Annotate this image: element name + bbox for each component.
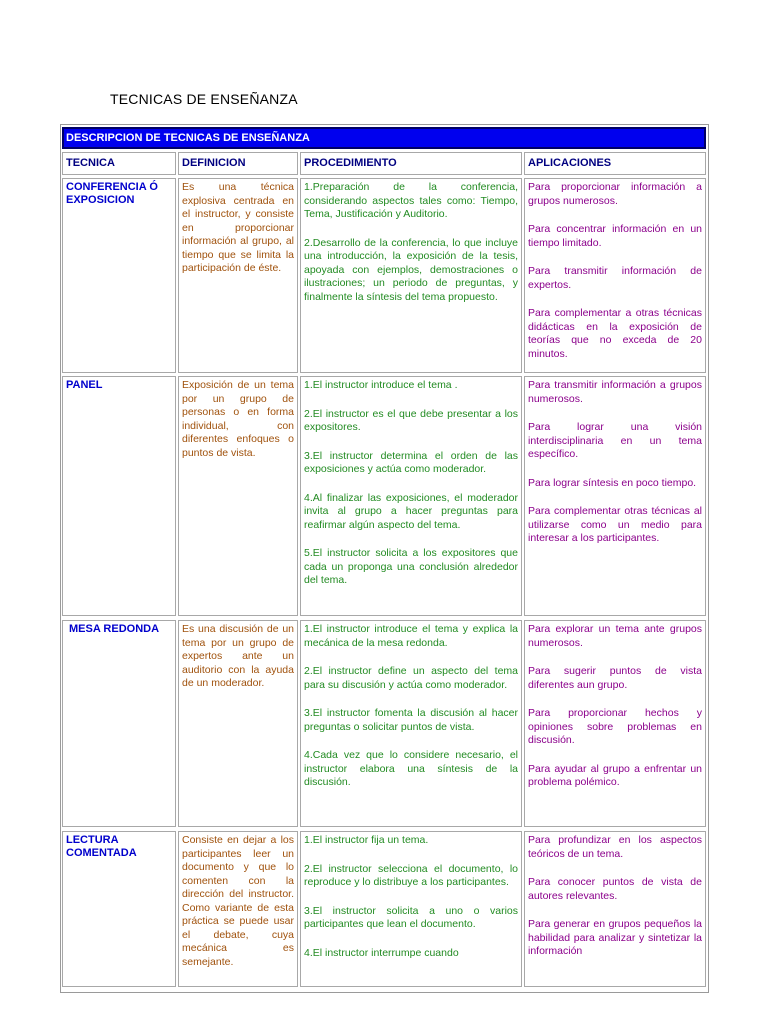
page-title: TECNICAS DE ENSEÑANZA [110,91,298,107]
application-item: Para concentrar información en un tiempo limitado. [528,223,702,249]
header-definicion: DEFINICION [178,152,298,175]
header-procedimiento: PROCEDIMIENTO [300,152,522,175]
row-3-aplicaciones [524,620,706,827]
application-item: Para generar en grupos pequeños la habilidad para analizar y sintetizar la información [528,918,702,957]
application-item: Para transmitir información de expertos. [528,265,702,291]
header-aplicaciones: APLICACIONES [524,152,706,175]
procedure-step: 2.El instructor es el que debe presentar a los expositores. [304,407,518,433]
application-item: Para proporcionar información a grupos numerosos. [528,181,702,207]
row-4-definicion: Consiste en dejar a los participantes leer un documento y que lo comenten con la dirección del instructor. Como variante de esta práctica se puede usar el debate, cuya mecánica es semejante. [178,831,298,987]
row-4-tecnica: LECTURA COMENTADA [62,831,176,987]
application-item: Para transmitir información a grupos numerosos. [528,379,702,405]
header-tecnica: TECNICA [62,152,176,175]
row-2-procedimiento [300,376,522,616]
procedure-step: 2.El instructor selecciona el documento, lo reproduce y lo distribuye a los participantes. [304,862,518,888]
application-item: Para profundizar en los aspectos teóricos de un tema. [528,834,702,860]
row-3-tecnica: MESA REDONDA [62,620,176,827]
procedure-step: 1.El instructor fija un tema. [304,834,429,846]
application-item: Para proporcionar hechos y opiniones sobre problemas en discusión. [528,707,702,746]
row-3-procedimiento [300,620,522,827]
application-item: Para explorar un tema ante grupos numerosos. [528,623,702,649]
procedure-step: 4.El instructor interrumpe cuando [304,946,459,959]
row-1-tecnica: CONFERENCIA Ó EXPOSICION [62,178,176,373]
application-item: Para lograr síntesis en poco tiempo. [528,476,697,489]
application-item: Para ayudar al grupo a enfrentar un problema polémico. [528,762,702,788]
procedure-step: 1.El instructor introduce el tema . [304,379,458,391]
procedure-step: 1.El instructor introduce el tema y explica la mecánica de la mesa redonda. [304,623,518,649]
table-banner: DESCRIPCION DE TECNICAS DE ENSEÑANZA [62,127,706,149]
procedure-step: 4.Cada vez que lo considere necesario, el instructor elabora una síntesis de la discusión. [304,749,518,788]
row-4-aplicaciones [524,831,706,987]
procedure-step: 3.El instructor determina el orden de las exposiciones y actúa como moderador. [304,449,518,475]
row-2-aplicaciones [524,376,706,616]
row-1-definicion: Es una técnica explosiva centrada en el instructor, y consiste en proporcionar información al grupo, al tiempo que se limita la participación de éste. [178,178,298,373]
row-3-definicion: Es una discusión de un tema por un grupo de expertos ante un auditorio con la ayuda de un moderador. [178,620,298,827]
procedure-step: 3.El instructor solicita a uno o varios participantes que lean el documento. [304,904,518,930]
procedure-step: 4.Al finalizar las exposiciones, el moderador invita al grupo a hacer preguntas para reafirmar algún aspecto del tema. [304,491,518,531]
procedure-step: 2.Desarrollo de la conferencia, lo que incluye una introducción, la exposición de la tesis, apoyada con ejemplos, demostraciones o ilustraciones; un periodo de preguntas, y finalmente la síntesis del tema propuesto. [304,236,518,303]
row-4-procedimiento [300,831,522,987]
application-item: Para lograr una visión interdisciplinaria en un tema específico. [528,421,702,460]
row-1-aplicaciones [524,178,706,373]
application-item: Para complementar a otras técnicas didácticas en la exposición de teorías que no exceda de 20 minutos. [528,307,702,360]
row-2-definicion: Exposición de un tema por un grupo de personas o en forma individual, con diferentes enfoques o puntos de vista. [178,376,298,616]
application-item: Para sugerir puntos de vista diferentes aun grupo. [528,665,702,691]
procedure-step: 3.El instructor fomenta la discusión al hacer preguntas o solicitar puntos de vista. [304,707,518,733]
row-2-tecnica: PANEL [62,376,176,616]
procedure-step: 2.El instructor define un aspecto del tema para su discusión y actúa como moderador. [304,665,518,691]
row-1-procedimiento [300,178,522,373]
procedure-step: 1.Preparación de la conferencia, considerando aspectos tales como: Tiempo, Tema, Justificación y Auditorio. [304,181,518,220]
application-item: Para complementar otras técnicas al utilizarse como un medio para interesar a los participantes. [528,505,702,544]
procedure-step: 5.El instructor solicita a los expositores que cada un proponga una conclusión alrededor del tema. [304,547,518,586]
application-item: Para conocer puntos de vista de autores relevantes. [528,876,702,902]
